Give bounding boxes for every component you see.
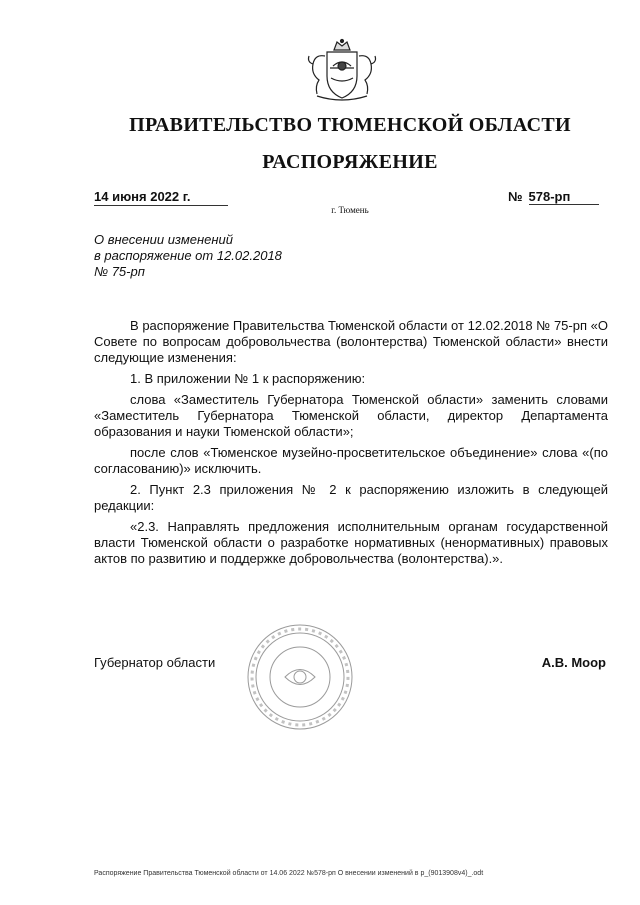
signatory-name: А.В. Моор [541, 655, 606, 670]
document-number [508, 189, 599, 205]
footer-filename: Распоряжение Правительства Тюменской области от 14.06 2022 №578-рп О внесении изменений в р_(9013908v4)_.odt [94, 870, 484, 877]
body-paragraph: В распоряжение Правительства Тюменской области от 12.02.2018 № 75-рп «О Совете по вопросам добровольчества (волонтерства) Тюменской области» внести следующие изменения: [94, 318, 608, 365]
document-type: РАСПОРЯЖЕНИЕ [262, 151, 438, 173]
subject-line: О внесении изменений [94, 232, 233, 247]
body-paragraph: 2. Пункт 2.3 приложения № 2 к распоряжению изложить в следующей редакции: [94, 482, 608, 513]
document-body [94, 318, 608, 572]
body-paragraph: «2.3. Направлять предложения исполнительным органам государственной власти Тюменской области о разработке нормативных (ненормативных) правовых актов по развитию и поддержке добровольчества (волонтерства).». [94, 519, 608, 566]
coat-of-arms-icon [297, 36, 387, 106]
body-paragraph: слова «Заместитель Губернатора Тюменской области» заменить словами «Заместитель Губернатора Тюменской области, директор Департамента образования и науки Тюменской области»; [94, 392, 608, 439]
signatory-position: Губернатор области [94, 655, 216, 670]
body-paragraph: 1. В приложении № 1 к распоряжению: [130, 371, 366, 386]
city-label: г. Тюмень [331, 205, 369, 215]
government-title: ПРАВИТЕЛЬСТВО ТЮМЕНСКОЙ ОБЛАСТИ [129, 114, 571, 136]
number-sign: № [508, 189, 523, 204]
document-subject [94, 232, 282, 280]
subject-line: в распоряжение от 12.02.2018 [94, 248, 282, 263]
document-date: 14 июня 2022 г. [94, 189, 228, 206]
official-seal-icon [245, 622, 355, 732]
subject-line: № 75-рп [94, 264, 145, 279]
body-paragraph: после слов «Тюменское музейно-просветительское объединение» слова «(по согласованию)» исключить. [94, 445, 608, 476]
number-value: 578-рп [529, 189, 599, 205]
